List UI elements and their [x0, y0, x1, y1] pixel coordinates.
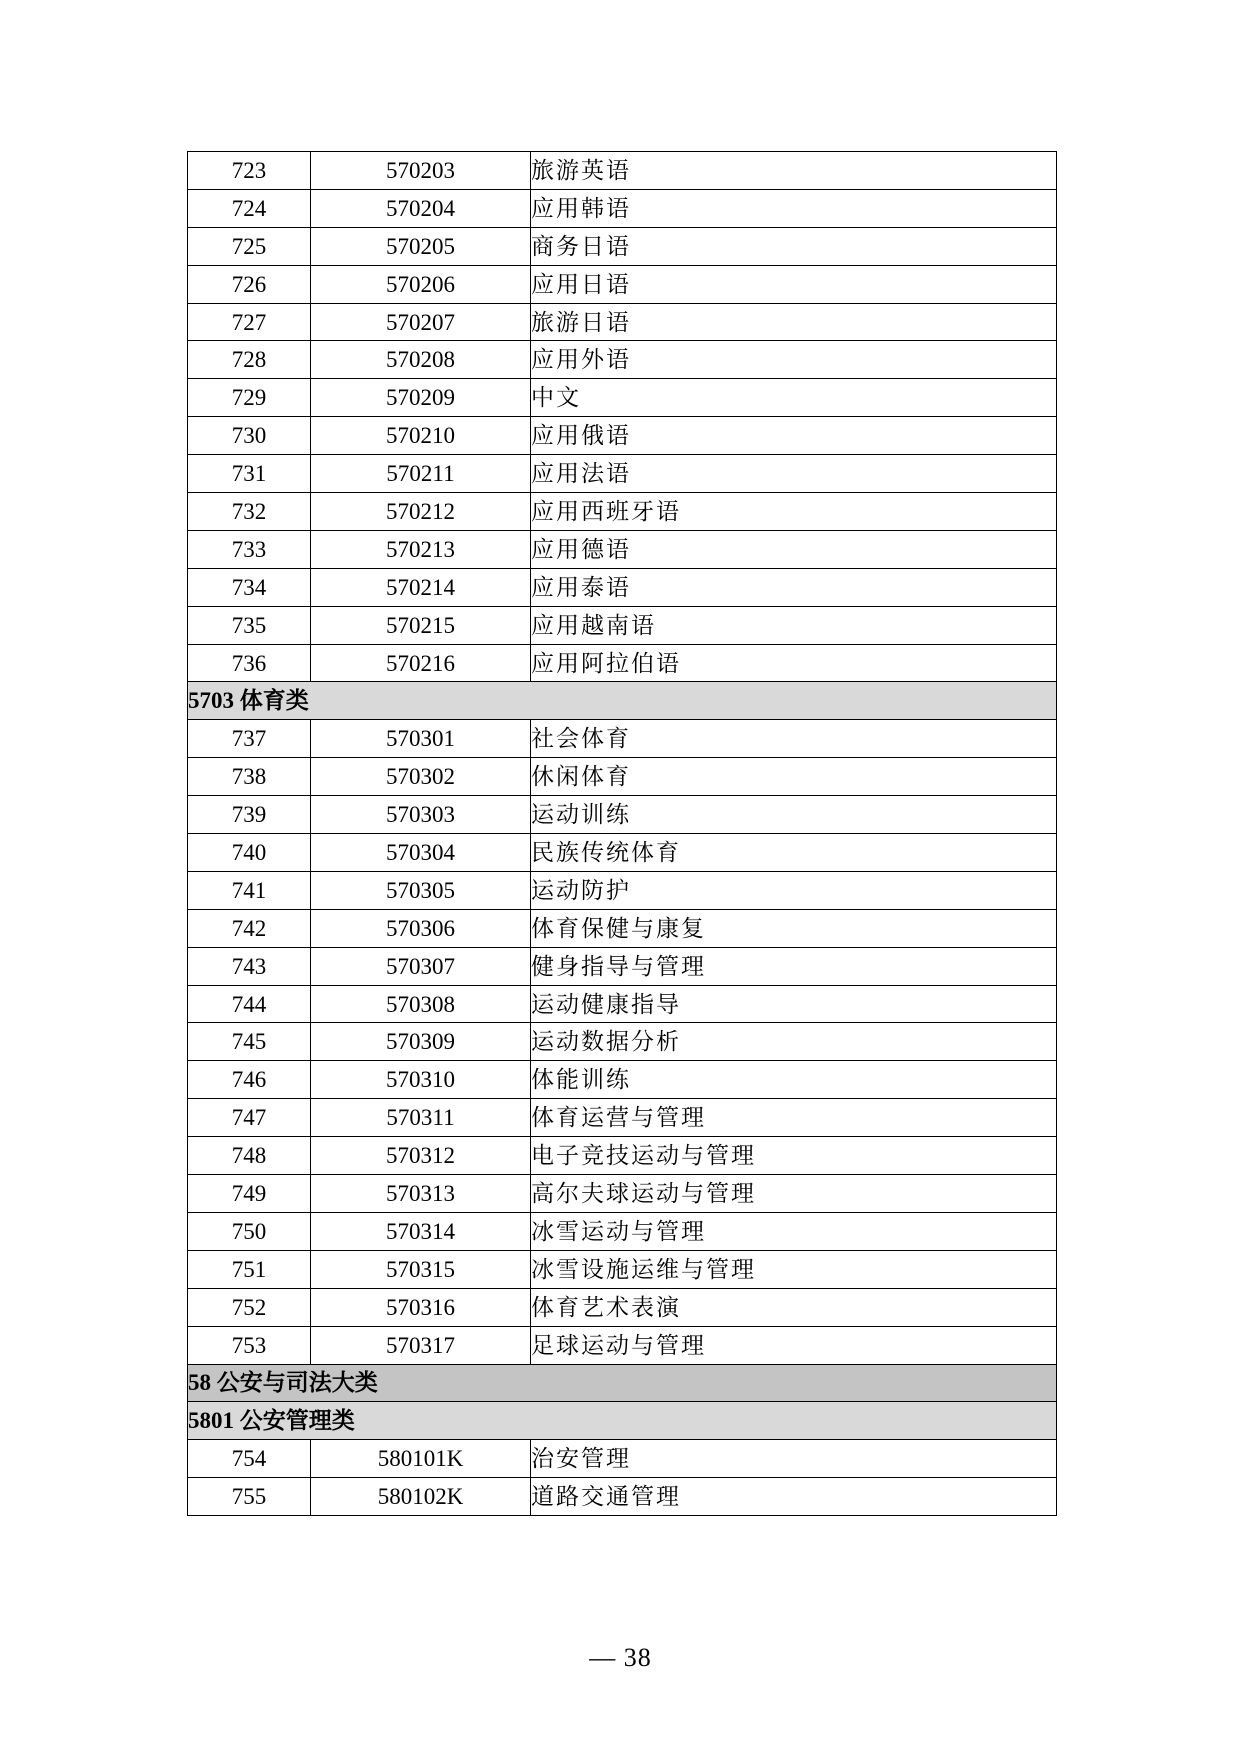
- row-number: 723: [188, 152, 311, 190]
- table-row: [188, 1175, 1057, 1213]
- program-code: 570302: [311, 758, 531, 796]
- table-row: [188, 834, 1057, 872]
- table-row: [188, 871, 1057, 909]
- row-number: 749: [188, 1175, 311, 1213]
- table-row: [188, 909, 1057, 947]
- table-row: [188, 644, 1057, 682]
- program-code: 570308: [311, 985, 531, 1023]
- row-number: 746: [188, 1061, 311, 1099]
- program-code: 570309: [311, 1023, 531, 1061]
- program-code: 570303: [311, 796, 531, 834]
- table-row: [188, 1061, 1057, 1099]
- table-row: [188, 796, 1057, 834]
- table-row: [188, 606, 1057, 644]
- program-name: 运动训练: [531, 796, 1057, 834]
- program-name: 旅游日语: [531, 303, 1057, 341]
- program-code: 570301: [311, 720, 531, 758]
- row-number: 750: [188, 1212, 311, 1250]
- program-name: 体育运营与管理: [531, 1099, 1057, 1137]
- program-name: 道路交通管理: [531, 1478, 1057, 1516]
- category-row: [188, 682, 1057, 720]
- row-number: 728: [188, 341, 311, 379]
- program-name: 治安管理: [531, 1440, 1057, 1478]
- program-name: 应用越南语: [531, 606, 1057, 644]
- row-number: 731: [188, 455, 311, 493]
- program-code: 570314: [311, 1212, 531, 1250]
- program-code: 570214: [311, 568, 531, 606]
- row-number: 742: [188, 909, 311, 947]
- row-number: 752: [188, 1288, 311, 1326]
- row-number: 739: [188, 796, 311, 834]
- program-code: 570204: [311, 189, 531, 227]
- program-code: 570203: [311, 152, 531, 190]
- program-name: 应用俄语: [531, 417, 1057, 455]
- program-name: 高尔夫球运动与管理: [531, 1175, 1057, 1213]
- major-category-row: [188, 1364, 1057, 1402]
- table-row: [188, 341, 1057, 379]
- table-row: [188, 227, 1057, 265]
- program-code: 570307: [311, 947, 531, 985]
- row-number: 725: [188, 227, 311, 265]
- program-name: 应用阿拉伯语: [531, 644, 1057, 682]
- table-row: [188, 189, 1057, 227]
- program-name: 应用西班牙语: [531, 493, 1057, 531]
- program-name: 冰雪运动与管理: [531, 1212, 1057, 1250]
- table-row: [188, 1250, 1057, 1288]
- table-row: [188, 530, 1057, 568]
- table-row: [188, 985, 1057, 1023]
- category-label: 5703 体育类: [188, 682, 1057, 720]
- table-row: [188, 1478, 1057, 1516]
- program-code: 570313: [311, 1175, 531, 1213]
- program-code: 570208: [311, 341, 531, 379]
- program-code: 570211: [311, 455, 531, 493]
- program-catalog-table: [187, 151, 1057, 1516]
- row-number: 736: [188, 644, 311, 682]
- program-name: 体能训练: [531, 1061, 1057, 1099]
- row-number: 737: [188, 720, 311, 758]
- program-name: 应用外语: [531, 341, 1057, 379]
- table-row: [188, 1326, 1057, 1364]
- table-row: [188, 720, 1057, 758]
- program-name: 运动数据分析: [531, 1023, 1057, 1061]
- program-code: 570311: [311, 1099, 531, 1137]
- table-row: [188, 152, 1057, 190]
- category-row: [188, 1402, 1057, 1440]
- row-number: 747: [188, 1099, 311, 1137]
- program-name: 社会体育: [531, 720, 1057, 758]
- row-number: 726: [188, 265, 311, 303]
- program-code: 570310: [311, 1061, 531, 1099]
- program-name: 运动健康指导: [531, 985, 1057, 1023]
- program-code: 580102K: [311, 1478, 531, 1516]
- table-row: [188, 947, 1057, 985]
- table-row: [188, 455, 1057, 493]
- row-number: 744: [188, 985, 311, 1023]
- program-name: 中文: [531, 379, 1057, 417]
- table-row: [188, 303, 1057, 341]
- program-name: 电子竞技运动与管理: [531, 1137, 1057, 1175]
- row-number: 751: [188, 1250, 311, 1288]
- program-code: 570315: [311, 1250, 531, 1288]
- category-label: 5801 公安管理类: [188, 1402, 1057, 1440]
- row-number: 733: [188, 530, 311, 568]
- program-code: 570306: [311, 909, 531, 947]
- program-name: 旅游英语: [531, 152, 1057, 190]
- table-row: [188, 379, 1057, 417]
- table-row: [188, 758, 1057, 796]
- table-row: [188, 1440, 1057, 1478]
- program-code: 570210: [311, 417, 531, 455]
- page-number: — 38: [589, 1643, 652, 1672]
- row-number: 732: [188, 493, 311, 531]
- program-code: 570317: [311, 1326, 531, 1364]
- row-number: 754: [188, 1440, 311, 1478]
- row-number: 740: [188, 834, 311, 872]
- program-name: 冰雪设施运维与管理: [531, 1250, 1057, 1288]
- program-code: 570209: [311, 379, 531, 417]
- table-row: [188, 265, 1057, 303]
- table-body: [188, 152, 1057, 1516]
- program-code: 570305: [311, 871, 531, 909]
- row-number: 735: [188, 606, 311, 644]
- major-category-label: 58 公安与司法大类: [188, 1364, 1057, 1402]
- program-code: 570312: [311, 1137, 531, 1175]
- program-name: 健身指导与管理: [531, 947, 1057, 985]
- program-name: 运动防护: [531, 871, 1057, 909]
- row-number: 734: [188, 568, 311, 606]
- program-name: 民族传统体育: [531, 834, 1057, 872]
- row-number: 741: [188, 871, 311, 909]
- row-number: 727: [188, 303, 311, 341]
- program-name: 体育保健与康复: [531, 909, 1057, 947]
- program-code: 570205: [311, 227, 531, 265]
- program-name: 应用法语: [531, 455, 1057, 493]
- program-code: 570213: [311, 530, 531, 568]
- row-number: 724: [188, 189, 311, 227]
- row-number: 753: [188, 1326, 311, 1364]
- program-name: 应用泰语: [531, 568, 1057, 606]
- program-name: 应用德语: [531, 530, 1057, 568]
- row-number: 748: [188, 1137, 311, 1175]
- table-row: [188, 493, 1057, 531]
- program-code: 570216: [311, 644, 531, 682]
- row-number: 730: [188, 417, 311, 455]
- program-code: 570304: [311, 834, 531, 872]
- program-code: 580101K: [311, 1440, 531, 1478]
- program-name: 商务日语: [531, 227, 1057, 265]
- table-row: [188, 1099, 1057, 1137]
- program-code: 570207: [311, 303, 531, 341]
- program-code: 570212: [311, 493, 531, 531]
- table-row: [188, 1023, 1057, 1061]
- program-code: 570215: [311, 606, 531, 644]
- program-name: 应用日语: [531, 265, 1057, 303]
- table-row: [188, 1288, 1057, 1326]
- program-code: 570316: [311, 1288, 531, 1326]
- table-row: [188, 417, 1057, 455]
- row-number: 755: [188, 1478, 311, 1516]
- row-number: 729: [188, 379, 311, 417]
- program-name: 应用韩语: [531, 189, 1057, 227]
- program-code: 570206: [311, 265, 531, 303]
- program-name: 足球运动与管理: [531, 1326, 1057, 1364]
- row-number: 743: [188, 947, 311, 985]
- row-number: 745: [188, 1023, 311, 1061]
- table-row: [188, 1212, 1057, 1250]
- row-number: 738: [188, 758, 311, 796]
- table-row: [188, 568, 1057, 606]
- table-row: [188, 1137, 1057, 1175]
- program-name: 休闲体育: [531, 758, 1057, 796]
- program-name: 体育艺术表演: [531, 1288, 1057, 1326]
